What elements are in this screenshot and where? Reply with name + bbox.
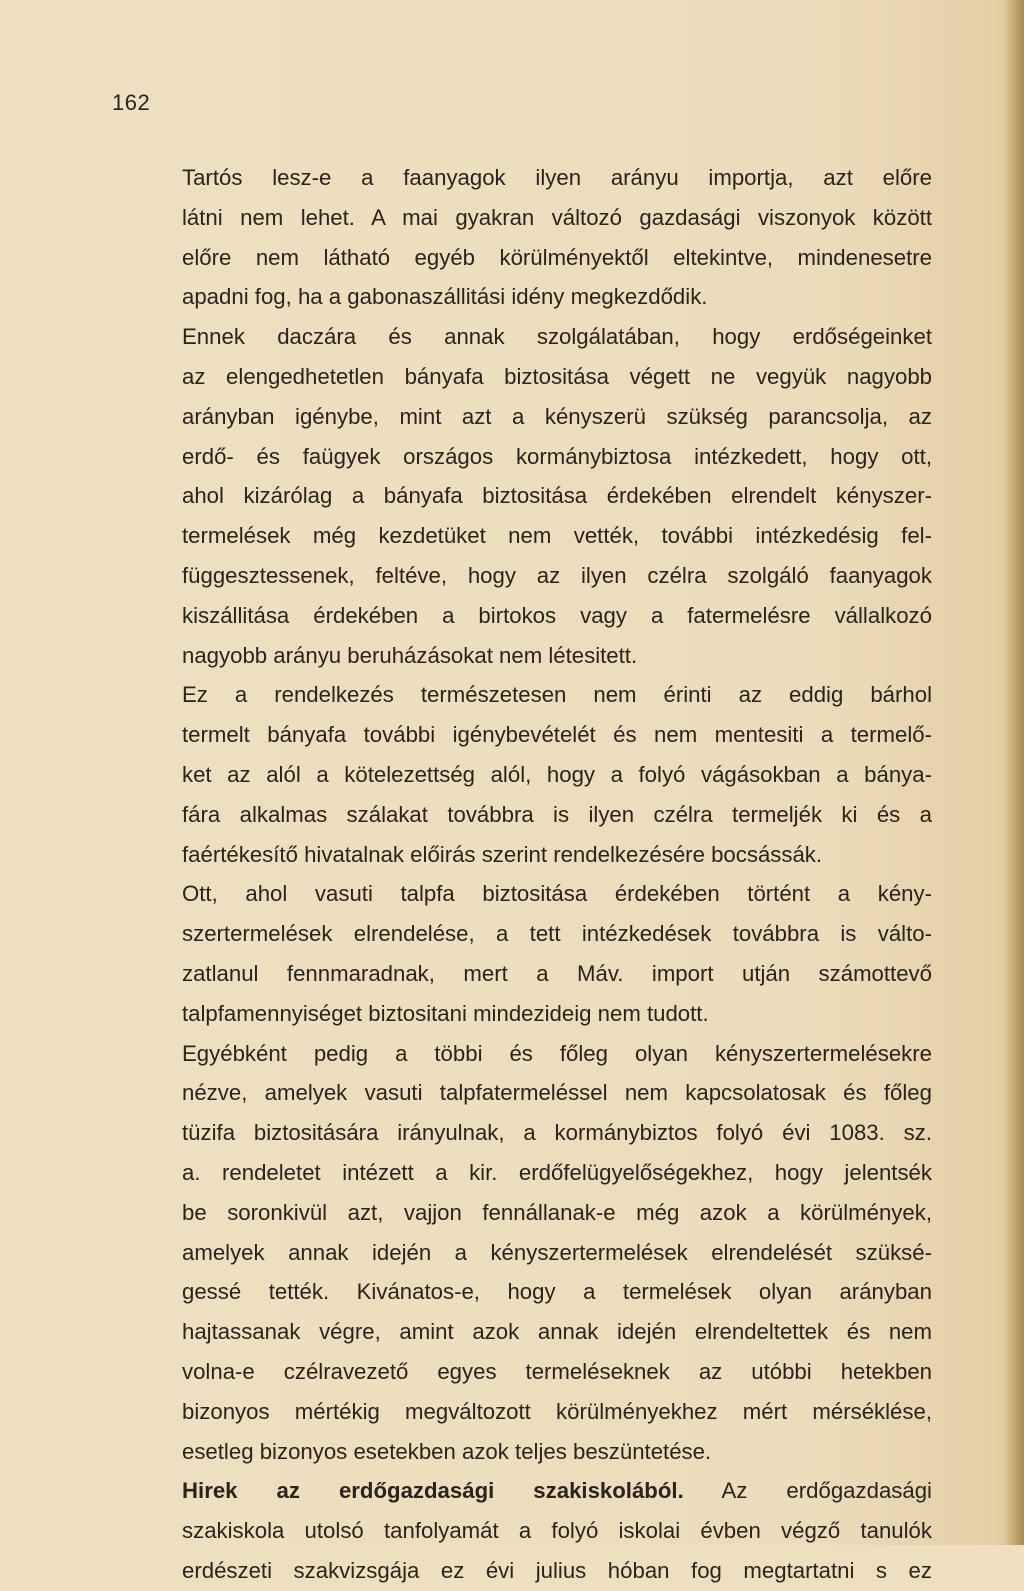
text-line: termelések még kezdetüket nem vették, további intézkedésig fel-: [182, 523, 932, 549]
paragraph: [112, 675, 932, 874]
text-line: függesztessenek, feltéve, hogy az ilyen czélra szolgáló faanyagok: [182, 562, 932, 588]
paragraph: [112, 874, 932, 1033]
text-line: Ez a rendelkezés természetesen nem érinti az eddig bárhol: [182, 682, 932, 708]
text-line: ahol kizárólag a bányafa biztositása érdekében elrendelt kényszer-: [182, 483, 932, 509]
paragraph: [112, 1034, 932, 1472]
text-line: termelt bányafa további igénybevételét és nem mentesiti a termelő-: [182, 722, 932, 748]
news-first-line-rest: Az erdőgazdasági: [721, 1478, 932, 1504]
text-line: Ott, ahol vasuti talpfa biztositása érdekében történt a kény-: [182, 881, 932, 907]
news-heading: Hirek az erdőgazdasági szakiskolából.: [182, 1478, 684, 1504]
text-line: nagyobb arányu beruházásokat nem létesitett.: [182, 642, 638, 668]
text-line: az elengedhetetlen bányafa biztositása végett ne vegyük nagyobb: [182, 363, 932, 389]
text-line: ket az alól a kötelezettség alól, hogy a folyó vágásokban a bánya-: [182, 761, 932, 787]
text-line: erdő- és faügyek országos kormánybiztosa intézkedett, hogy ott,: [182, 443, 932, 469]
text-line: a. rendeletet intézett a kir. erdőfelügyelőségekhez, hogy jelentsék: [182, 1159, 932, 1185]
text-line: talpfamennyiséget biztositani mindezideig nem tudott.: [182, 1000, 709, 1026]
body-text: [112, 158, 932, 1591]
text-line: Egyébként pedig a többi és főleg olyan kényszertermelésekre: [182, 1040, 932, 1066]
text-line: be soronkivül azt, vajjon fennállanak-e még azok a körülmények,: [182, 1199, 932, 1225]
text-line: zatlanul fennmaradnak, mert a Máv. import utján számottevő: [182, 960, 932, 986]
page-edge-shadow: [1004, 0, 1024, 1545]
text-line: erdészeti szakvizsgája ez évi julius hóban fog megtartatni s ez: [182, 1557, 932, 1583]
text-line: [112, 1471, 932, 1511]
paragraph: [112, 317, 932, 675]
text-line: kiszállitása érdekében a birtokos vagy a fatermelésre vállalkozó: [182, 602, 932, 628]
text-line: nézve, amelyek vasuti talpfatermeléssel nem kapcsolatosak és főleg: [182, 1080, 932, 1106]
text-line: gessé tették. Kivánatos-e, hogy a termelések olyan arányban: [182, 1279, 932, 1305]
text-line: bizonyos mértékig megváltozott körülményekhez mért mérséklése,: [182, 1398, 932, 1424]
news-paragraph: [112, 1471, 932, 1590]
text-line: Tartós lesz-e a faanyagok ilyen arányu importja, azt előre: [182, 165, 932, 190]
text-line: faértékesítő hivatalnak előirás szerint rendelkezésére bocsássák.: [182, 841, 823, 867]
text-line: tüzifa biztositására irányulnak, a kormánybiztos folyó évi 1083. sz.: [182, 1120, 932, 1146]
text-line: esetleg bizonyos esetekben azok teljes beszüntetése.: [182, 1438, 712, 1464]
text-line: Ennek daczára és annak szolgálatában, hogy erdőségeinket: [182, 324, 932, 350]
text-line: szertermelések elrendelése, a tett intézkedések továbbra is válto-: [182, 921, 932, 947]
paragraph: [112, 158, 932, 317]
text-line: arányban igénybe, mint azt a kényszerü szükség parancsolja, az: [182, 403, 932, 429]
text-line: apadni fog, ha a gabonaszállitási idény megkezdődik.: [182, 284, 708, 310]
text-line: előre nem látható egyéb körülményektől eltekintve, mindenesetre: [182, 244, 932, 270]
text-line: volna-e czélravezető egyes termeléseknek az utóbbi hetekben: [182, 1358, 932, 1384]
text-line: látni nem lehet. A mai gyakran változó gazdasági viszonyok között: [182, 204, 932, 230]
text-line: amelyek annak idején a kényszertermelések elrendelését szüksé-: [182, 1239, 932, 1265]
page-number: 162: [112, 90, 151, 115]
text-line: hajtassanak végre, amint azok annak idején elrendeltettek és nem: [182, 1319, 932, 1345]
text-line: szakiskola utolsó tanfolyamát a folyó iskolai évben végző tanulók: [182, 1518, 932, 1544]
text-line: fára alkalmas szálakat továbbra is ilyen czélra termeljék ki és a: [182, 801, 932, 827]
